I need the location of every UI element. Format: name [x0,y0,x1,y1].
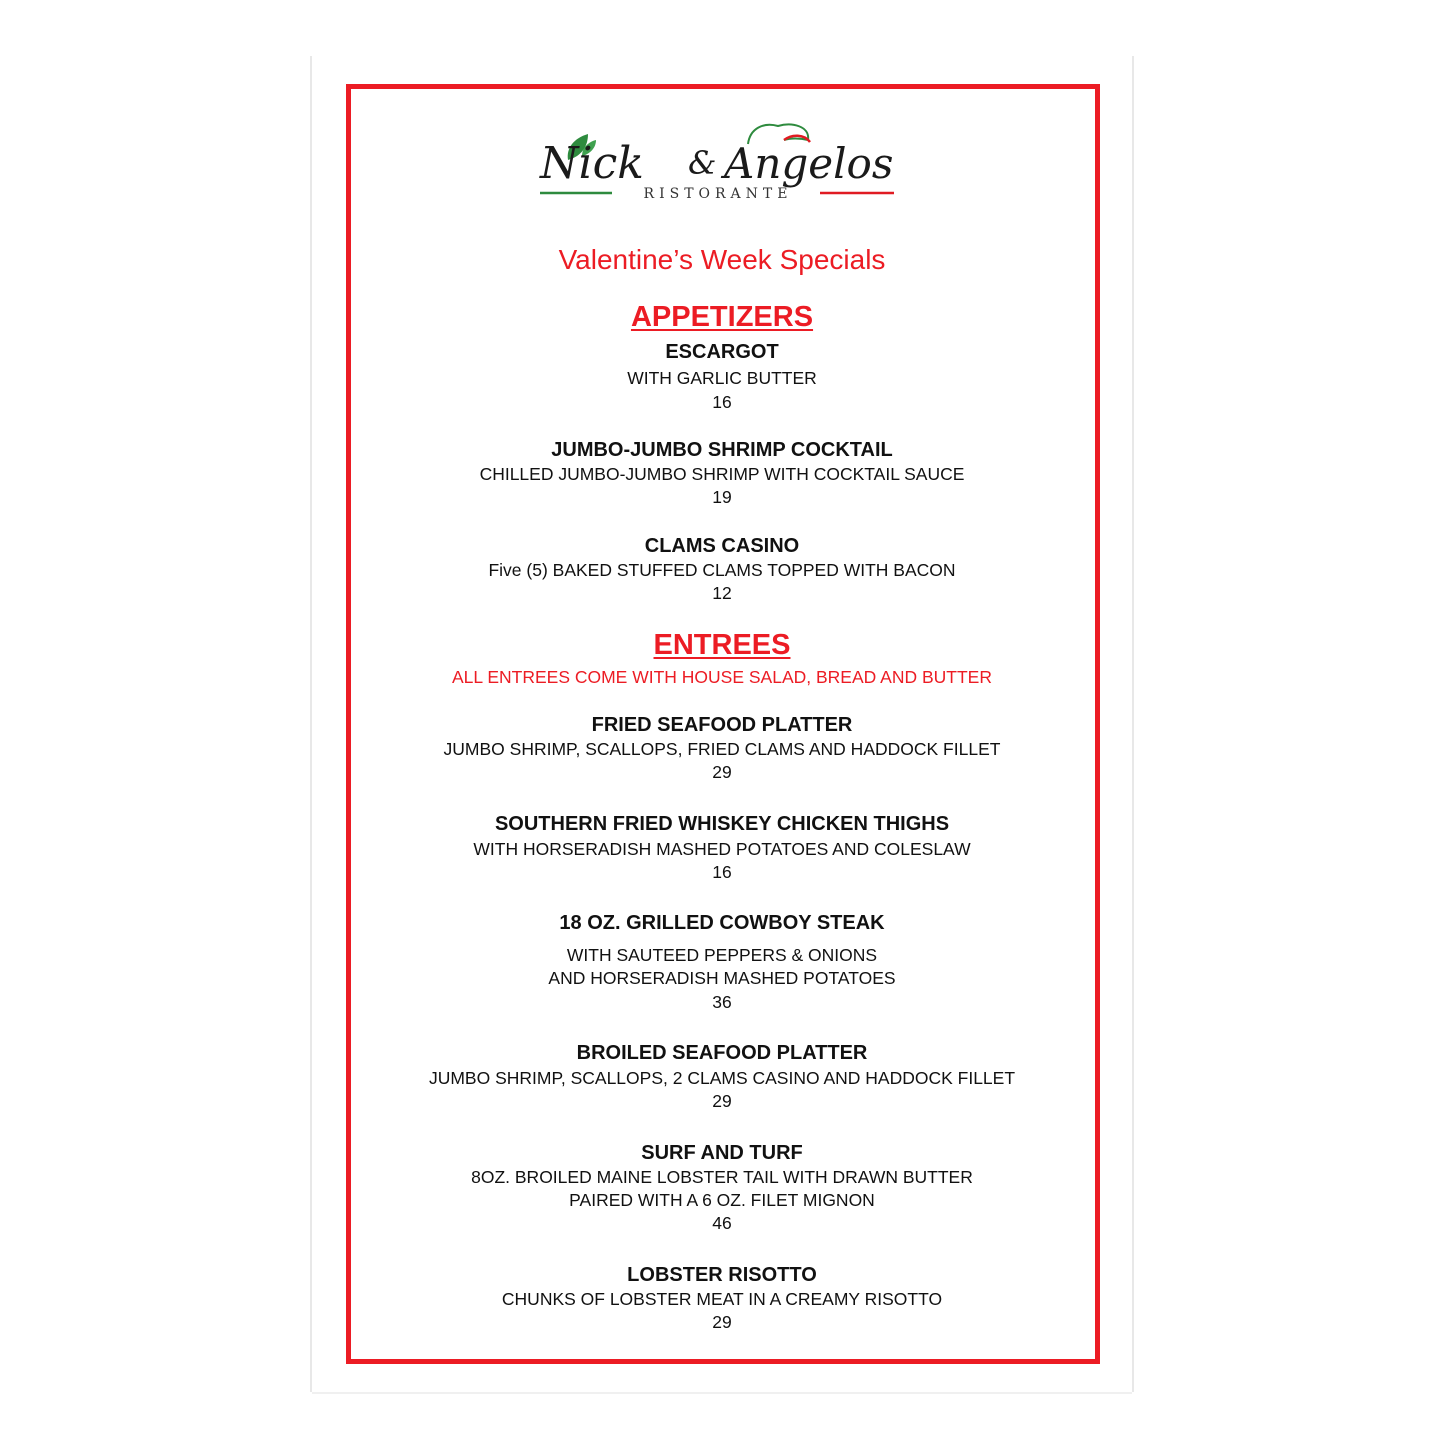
menu-item-price: 12 [712,583,732,603]
menu-item-desc: 8OZ. BROILED MAINE LOBSTER TAIL WITH DRAWN BUTTER [471,1167,973,1187]
page-title: Valentine’s Week Specials [558,244,886,275]
menu-item-name: LOBSTER RISOTTO [627,1264,817,1286]
appetizers-heading: APPETIZERS [630,301,814,333]
menu-item-name: ESCARGOT [665,341,779,363]
menu-item-name: CLAMS CASINO [644,535,800,557]
logo-subtitle: RISTORANTE [643,186,793,202]
menu-item-price: 29 [712,762,732,782]
menu-item-desc: PAIRED WITH A 6 OZ. FILET MIGNON [569,1190,875,1210]
menu-item-price: 19 [712,487,732,507]
menu-item-name: BROILED SEAFOOD PLATTER [576,1042,868,1064]
logo-name-right: Angelos [724,139,894,188]
menu-item-price: 29 [712,1091,732,1111]
menu-item-price: 29 [712,1312,732,1332]
menu-item-desc: WITH GARLIC BUTTER [627,368,817,388]
menu-item-desc: AND HORSERADISH MASHED POTATOES [548,968,896,988]
menu-item-desc: CHILLED JUMBO-JUMBO SHRIMP WITH COCKTAIL SAUCE [479,464,965,484]
menu-item-name: JUMBO-JUMBO SHRIMP COCKTAIL [551,439,893,461]
logo-ampersand: & [688,144,717,182]
menu-item-name: FRIED SEAFOOD PLATTER [591,714,853,736]
menu-item-price: 16 [712,392,732,412]
menu-item-name: SURF AND TURF [641,1142,803,1164]
menu-item-name: SOUTHERN FRIED WHISKEY CHICKEN THIGHS [494,813,950,835]
menu-item-desc: JUMBO SHRIMP, SCALLOPS, FRIED CLAMS AND HADDOCK FILLET [443,739,1001,759]
menu-item-desc: WITH HORSERADISH MASHED POTATOES AND COLESLAW [473,839,971,859]
menu-item-name: 18 OZ. GRILLED COWBOY STEAK [559,912,885,934]
menu-item-price: 16 [712,862,732,882]
menu-item-desc: WITH SAUTEED PEPPERS & ONIONS [566,945,878,965]
entrees-heading: ENTREES [653,629,791,661]
menu-item-desc: Five (5) BAKED STUFFED CLAMS TOPPED WITH BACON [488,560,956,580]
menu-item-price: 46 [712,1213,732,1233]
menu-item-desc: JUMBO SHRIMP, SCALLOPS, 2 CLAMS CASINO AND HADDOCK FILLET [428,1068,1016,1088]
menu-item-desc: CHUNKS OF LOBSTER MEAT IN A CREAMY RISOTTO [501,1289,943,1309]
entrees-note: ALL ENTREES COME WITH HOUSE SALAD, BREAD AND BUTTER [451,667,992,687]
restaurant-logo [538,116,900,204]
logo-name-left: Nick [540,138,644,189]
menu-item-price: 36 [712,992,732,1012]
